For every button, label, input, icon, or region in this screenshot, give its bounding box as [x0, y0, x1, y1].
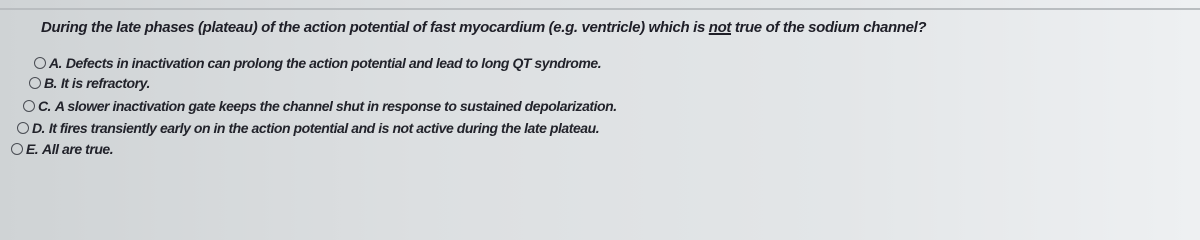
option-b-text: It is refractory. [60, 75, 150, 91]
option-e-radio[interactable] [11, 143, 23, 155]
option-d-letter: D. [32, 120, 45, 136]
option-d[interactable] [17, 120, 599, 136]
question-text [41, 19, 926, 36]
top-divider [0, 8, 1200, 10]
option-b-radio[interactable] [29, 77, 41, 89]
option-a[interactable] [34, 55, 601, 71]
option-c-letter: C. [38, 98, 51, 114]
option-a-text: Defects in inactivation can prolong the action potential and lead to long QT syndrome. [65, 55, 602, 71]
option-c-text: A slower inactivation gate keeps the channel shut in response to sustained depolarization. [54, 98, 617, 114]
option-d-radio[interactable] [17, 122, 29, 134]
option-a-letter: A. [49, 55, 62, 71]
option-e[interactable] [11, 141, 113, 157]
option-c[interactable] [23, 98, 617, 114]
question-emphasis-not: not [708, 19, 732, 36]
option-b-letter: B. [44, 75, 57, 91]
option-e-letter: E. [26, 141, 39, 157]
option-e-text: All are true. [42, 141, 114, 157]
option-a-radio[interactable] [34, 57, 46, 69]
question-text-end: true of the sodium channel? [731, 19, 927, 36]
option-c-radio[interactable] [23, 100, 35, 112]
question-text-start: During the late phases (plateau) of the action potential of fast myocardium (e.g. ventricle) which is [41, 19, 709, 36]
option-d-text: It fires transiently early on in the action potential and is not active during the late plateau. [48, 120, 600, 136]
option-b[interactable] [29, 75, 150, 91]
